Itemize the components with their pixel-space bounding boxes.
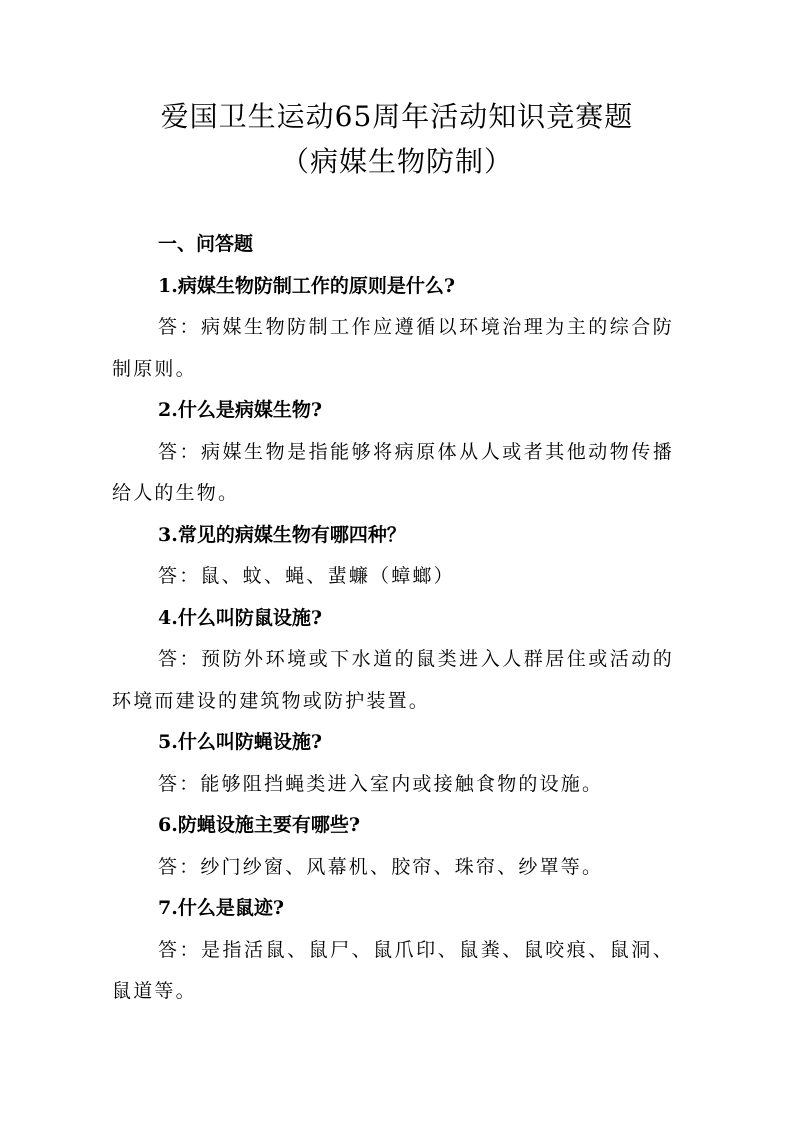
answer-2: 答：病媒生物是指能够将病原体从人或者其他动物传播给人的生物。	[112, 440, 674, 504]
question-7: 7.什么是鼠迹?	[158, 897, 284, 919]
question-3: 3.常见的病媒生物有哪四种？	[158, 523, 406, 546]
answer-6: 答：纱门纱窗、风幕机、胶帘、珠帘、纱罩等。	[158, 855, 604, 878]
question-1: 1.病媒生物防制工作的原则是什么?	[158, 274, 455, 297]
document-subtitle: （病媒生物防制）	[280, 145, 513, 178]
question-4: 4.什么叫防鼠设施?	[158, 606, 322, 629]
answer-4: 答：预防外环境或下水道的鼠类进入人群居住或活动的环境而建设的建筑物或防护装置。	[112, 648, 674, 712]
answer-5: 答：能够阻挡蝇类进入室内或接触食物的设施。	[158, 772, 604, 795]
question-2: 2.什么是病媒生物?	[158, 399, 322, 421]
document-body	[112, 224, 674, 1013]
answer-1: 答：病媒生物防制工作应遵循以环境治理为主的综合防制原则。	[112, 316, 674, 380]
document-title: 爱国卫生运动65周年活动知识竞赛题	[160, 100, 634, 133]
question-5: 5.什么叫防蝇设施?	[158, 731, 322, 753]
answer-3: 答：鼠、蚊、蝇、蜚蠊（蟑螂）	[158, 565, 455, 587]
section-heading: 一、问答题	[158, 233, 254, 255]
answer-7: 答：是指活鼠、鼠尸、鼠爪印、鼠粪、鼠咬痕、鼠洞、鼠道等。	[112, 938, 674, 1002]
question-6: 6.防蝇设施主要有哪些?	[158, 814, 360, 836]
